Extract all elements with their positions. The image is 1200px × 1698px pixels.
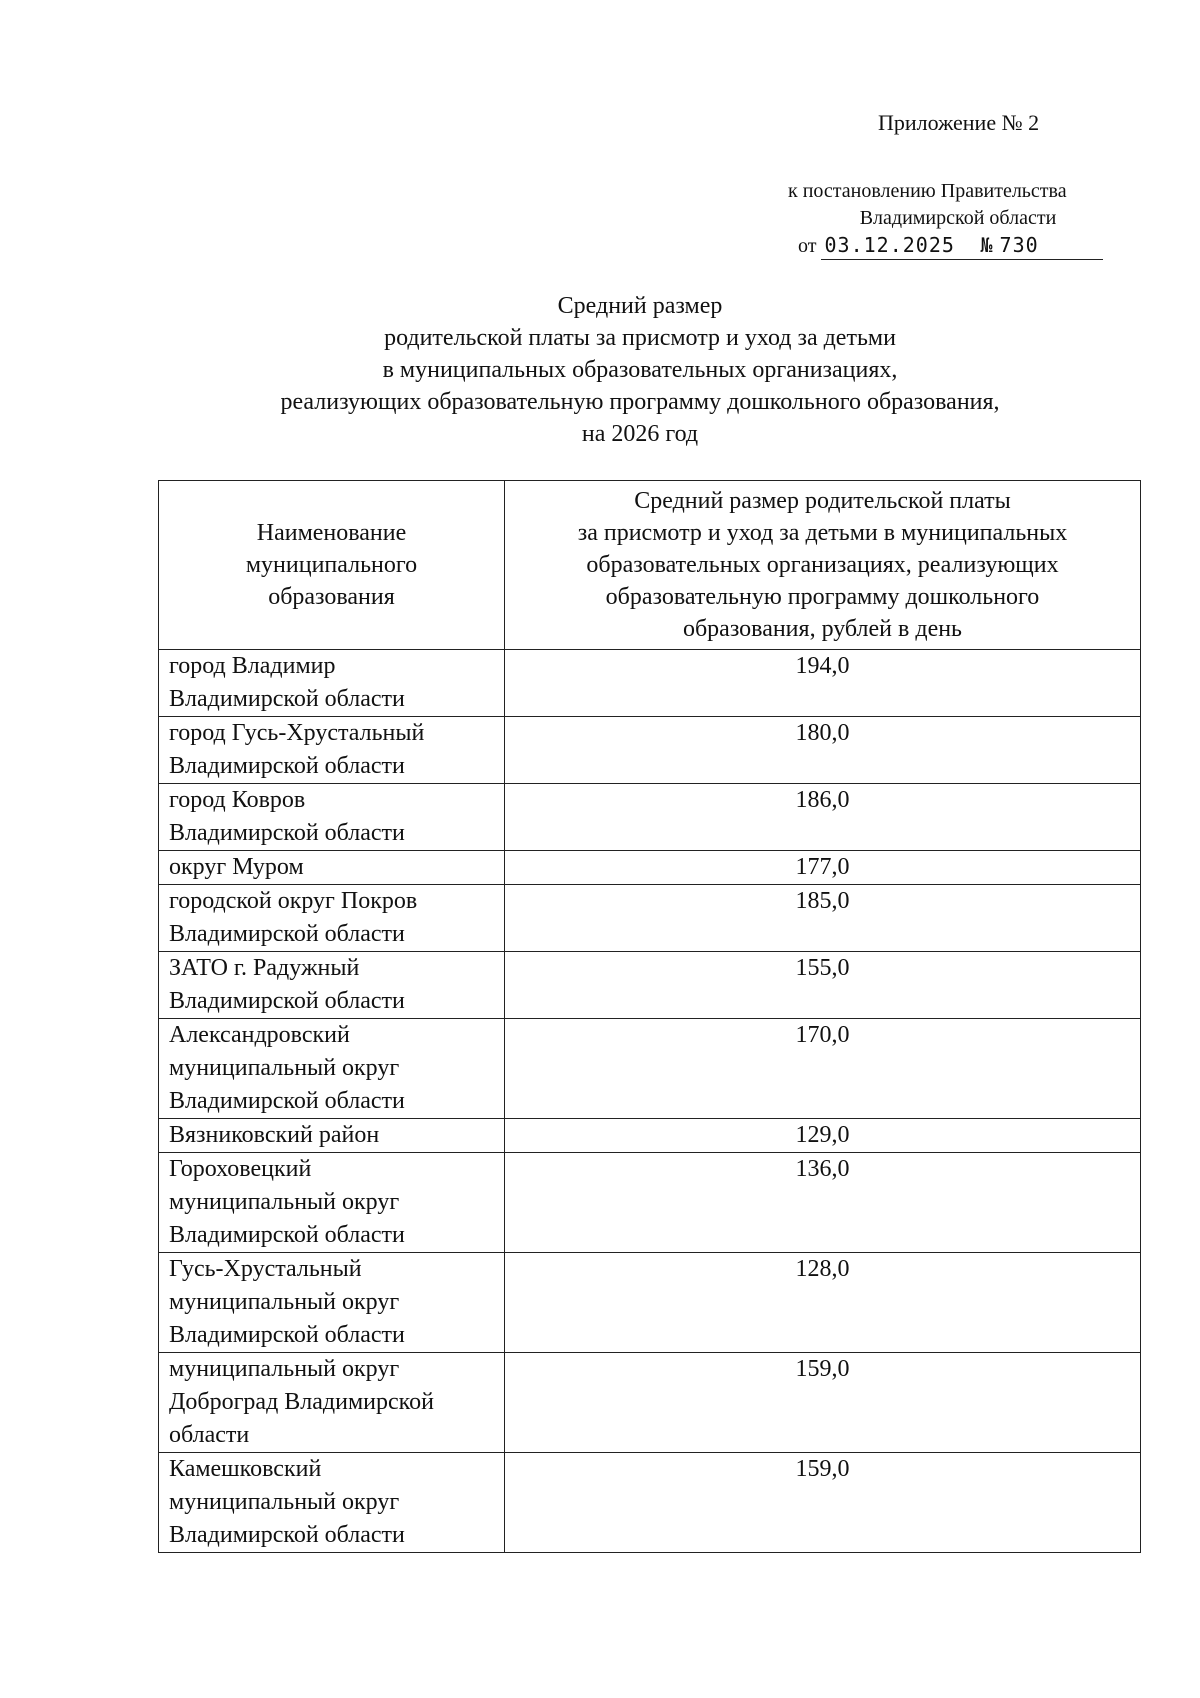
municipality-name-line: муниципальный округ [169,1189,400,1215]
resolution-number: 730 [997,232,1103,260]
municipality-name [159,885,505,952]
municipality-name-line: Камешковский [169,1456,322,1482]
municipality-name-line: Владимирской области [169,988,405,1014]
header-line: образования [268,584,395,610]
municipality-name-line: округ Муром [169,854,304,880]
table-row [159,650,1141,717]
title-line: в муниципальных образовательных организациях, [382,357,898,383]
municipality-name-line: Владимирской области [169,921,405,947]
municipality-name-line: муниципальный округ [169,1489,400,1515]
municipality-name [159,1019,505,1119]
municipality-name-line: муниципальный округ [169,1356,400,1382]
table-row [159,1153,1141,1253]
average-fee-value: 180,0 [505,717,1141,784]
resolution-reference [788,178,1128,260]
table-header-row [159,481,1141,650]
column-header-municipality [159,481,505,650]
resolution-line-1: к постановлению Правительства [788,180,1067,202]
municipality-name-line: Владимирской области [169,820,405,846]
municipality-name-line: ЗАТО г. Радужный [169,955,360,981]
header-line: образования, рублей в день [682,616,963,642]
table-row [159,1353,1141,1453]
header-line: образовательных организациях, реализующих [586,552,1059,578]
table-row [159,952,1141,1019]
date-prefix: от [798,235,817,257]
municipality-name-line: Владимирской области [169,1322,405,1348]
municipality-name-line: город Владимир [169,653,336,679]
municipality-name-line: муниципальный округ [169,1055,400,1081]
column-header-average-fee [505,481,1141,650]
municipality-name-line: Гороховецкий [169,1156,312,1182]
title-line: реализующих образовательную программу дошкольного образования, [280,389,1000,415]
title-line: Средний размер [557,293,723,319]
municipality-name [159,784,505,851]
municipality-name [159,1253,505,1353]
table-row [159,717,1141,784]
table-row [159,1253,1141,1353]
municipality-name-line: области [169,1422,250,1448]
municipality-name-line: Александровский [169,1022,350,1048]
average-fee-value: 170,0 [505,1019,1141,1119]
table-row [159,784,1141,851]
municipality-name-line: Владимирской области [169,1222,405,1248]
municipality-name [159,1353,505,1453]
average-fee-value: 128,0 [505,1253,1141,1353]
municipality-name-line: городской округ Покров [169,888,418,914]
average-fee-value: 155,0 [505,952,1141,1019]
average-fee-value: 194,0 [505,650,1141,717]
title-line: родительской платы за присмотр и уход за детьми [384,325,896,351]
municipality-name [159,650,505,717]
resolution-date-line [788,232,1128,260]
appendix-title: Приложение № 2 [878,110,1040,135]
municipality-name-line: Владимирской области [169,753,405,779]
header-line: Средний размер родительской платы [634,488,1011,514]
municipality-name-line: Доброград Владимирской [169,1389,434,1415]
municipality-name-line: муниципальный округ [169,1289,400,1315]
header-line: Наименование [256,520,407,546]
municipality-name-line: город Ковров [169,787,306,813]
municipality-name-line: Владимирской области [169,1088,405,1114]
average-fee-value: 185,0 [505,885,1141,952]
table-row [159,1119,1141,1153]
municipality-name [159,952,505,1019]
municipality-name [159,851,505,885]
municipality-name-line: город Гусь-Хрустальный [169,720,425,746]
municipality-name [159,717,505,784]
header-line: муниципального [245,552,418,578]
table-body [159,650,1141,1553]
resolution-line-2: Владимирской области [859,207,1057,229]
municipality-name-line: Гусь-Хрустальный [169,1256,362,1282]
municipality-name-line: Владимирской области [169,686,405,712]
resolution-date: 03.12.2025 [821,232,977,260]
average-fee-value: 159,0 [505,1453,1141,1553]
average-fee-value: 177,0 [505,851,1141,885]
average-fee-value: 159,0 [505,1353,1141,1453]
average-fee-value: 129,0 [505,1119,1141,1153]
document-title [180,290,1100,450]
title-line: на 2026 год [581,421,699,447]
average-fee-value: 136,0 [505,1153,1141,1253]
table-row [159,885,1141,952]
number-prefix: № [977,232,996,260]
fees-table [158,480,1141,1553]
municipality-name [159,1453,505,1553]
header-line: образовательную программу дошкольного [605,584,1040,610]
municipality-name [159,1153,505,1253]
table-row [159,851,1141,885]
table-row [159,1019,1141,1119]
table-row [159,1453,1141,1553]
municipality-name-line: Вязниковский район [169,1122,380,1148]
municipality-name [159,1119,505,1153]
header-line: за присмотр и уход за детьми в муниципальных [577,520,1068,546]
average-fee-value: 186,0 [505,784,1141,851]
municipality-name-line: Владимирской области [169,1522,405,1548]
